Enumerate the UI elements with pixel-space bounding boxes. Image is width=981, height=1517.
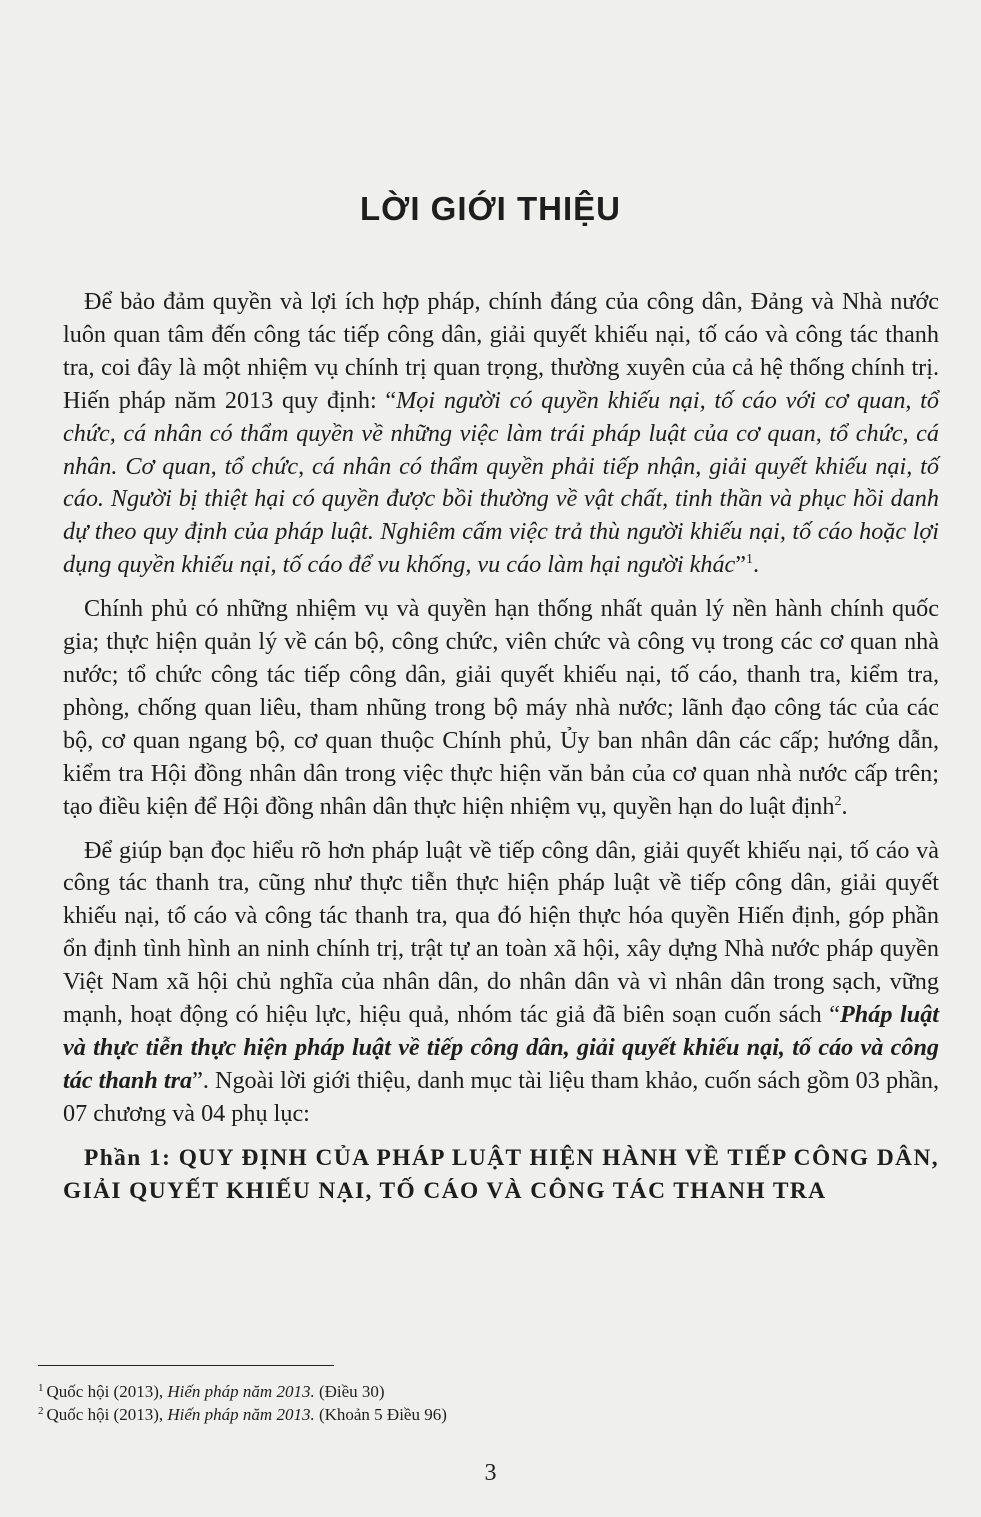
footnote-ref: (Khoản 5 Điều 96) [314, 1405, 447, 1424]
page-body [63, 286, 939, 1219]
paragraph-1 [63, 286, 939, 582]
footnote-1 [38, 1380, 918, 1403]
book-title: Pháp luật và thực tiễn thực hiện pháp luật về tiếp công dân, giải quyết khiếu nại, tố cáo và công tác thanh tra [63, 1001, 940, 1094]
footnote-title: Hiến pháp năm 2013. [167, 1405, 315, 1424]
paragraph-1-end: . [753, 551, 760, 579]
paragraph-2 [63, 593, 939, 823]
footnote-source: Quốc hội (2013), [46, 1382, 168, 1401]
footnote-ref-2: 2 [834, 793, 842, 809]
paragraph-2-end: . [841, 792, 848, 820]
footnotes [38, 1380, 918, 1426]
footnote-number: 2 [38, 1405, 44, 1417]
paragraph-1-lead: Để bảo đảm quyền và lợi ích hợp pháp, chính đáng của công dân, Đảng và Nhà nước luôn quan tâm đến công tác tiếp công dân, giải quyết khiếu nại, tố cáo và công tác thanh tra, coi đây là một nhiệm vụ chính trị quan trọng, thường xuyên của cả hệ thống chính trị. Hiến pháp năm 2013 quy định: “ [63, 288, 939, 414]
footnote-number: 1 [38, 1382, 44, 1394]
paragraph-3-tail: ”. Ngoài lời giới thiệu, danh mục tài liệu tham khảo, cuốn sách gồm 03 phần, 07 chương và 04 phụ lục: [63, 1066, 940, 1127]
footnote-source: Quốc hội (2013), [46, 1405, 168, 1424]
constitution-quote: Mọi người có quyền khiếu nại, tố cáo với cơ quan, tổ chức, cá nhân có thẩm quyền về những việc làm trái pháp luật của cơ quan, tổ chức, cá nhân. Cơ quan, tổ chức, cá nhân có thẩm quyền phải tiếp nhận, giải quyết khiếu nại, tố cáo. Người bị thiệt hại có quyền được bồi thường về vật chất, tinh thần và phục hồi danh dự theo quy định của pháp luật. Nghiêm cấm việc trả thù người khiếu nại, tố cáo hoặc lợi dụng quyền khiếu nại, tố cáo để vu khống, vu cáo làm hại người khác [63, 386, 939, 579]
paragraph-3-lead: Để giúp bạn đọc hiểu rõ hơn pháp luật về tiếp công dân, giải quyết khiếu nại, tố cáo và công tác thanh tra, cũng như thực tiễn thực hiện pháp luật về tiếp công dân, giải quyết khiếu nại, tố cáo và công tác thanh tra, qua đó hiện thực hóa quyền Hiến định, góp phần ổn định tình hình an ninh chính trị, trật tự an toàn xã hội, xây dựng Nhà nước pháp quyền Việt Nam xã hội chủ nghĩa của nhân dân, do nhân dân và vì nhân dân trong sạch, vững mạnh, hoạt động có hiệu lực, hiệu quả, nhóm tác giả đã biên soạn cuốn sách “ [63, 836, 939, 1029]
part-1-heading: Phần 1: QUY ĐỊNH CỦA PHÁP LUẬT HIỆN HÀNH VỀ TIẾP CÔNG DÂN, GIẢI QUYẾT KHIẾU NẠI, TỐ CÁO VÀ CÔNG TÁC THANH TRA [63, 1144, 939, 1204]
footnote-ref: (Điều 30) [314, 1382, 385, 1401]
footnote-2 [38, 1403, 918, 1426]
footnote-divider [38, 1365, 334, 1366]
page-number: 3 [484, 1460, 497, 1486]
quote-close: ” [735, 551, 747, 579]
paragraph-2-text: Chính phủ có những nhiệm vụ và quyền hạn thống nhất quản lý nền hành chính quốc gia; thực hiện quản lý về cán bộ, công chức, viên chức và công vụ trong các cơ quan nhà nước; tổ chức công tác tiếp công dân, giải quyết khiếu nại, tố cáo, thanh tra, kiểm tra, phòng, chống quan liêu, tham nhũng trong bộ máy nhà nước; lãnh đạo công tác của các bộ, cơ quan ngang bộ, cơ quan thuộc Chính phủ, Ủy ban nhân dân các cấp; hướng dẫn, kiểm tra Hội đồng nhân dân trong việc thực hiện văn bản của cơ quan nhà nước cấp trên; tạo điều kiện để Hội đồng nhân dân thực hiện nhiệm vụ, quyền hạn do luật định [63, 595, 939, 820]
footnote-ref-1: 1 [746, 552, 754, 568]
paragraph-3 [63, 835, 939, 1131]
page-title: LỜI GIỚI THIỆU [360, 190, 621, 227]
footnote-title: Hiến pháp năm 2013. [167, 1382, 315, 1401]
